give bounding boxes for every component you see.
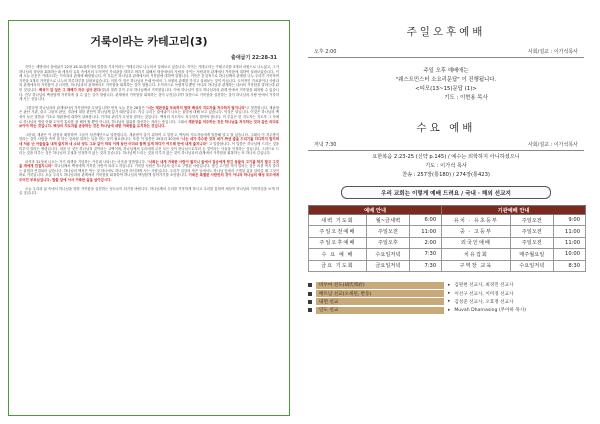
table-row (309, 249, 586, 260)
worship-day: 금요일저녁 (366, 260, 409, 271)
worship-name: 주일오후예배 (309, 237, 367, 248)
group-name: 치유집회 (442, 249, 511, 260)
list-item (308, 298, 586, 306)
group-name: 중 · 고등부 (442, 226, 511, 237)
sunday-pm-line: 주일 오후 예배에는 (423, 68, 469, 74)
sermon-text: 고 말씀합니다. 재판장은 판단 기관, 출고 그룹의 판단, 경과에 대한 판단이 하나님께 있기 때문입니다. 지금 우리는 출애굽기 나오는 율법에 대해 보고 있습니다. 이것은 말입니다. 이것은 하나님의 백성이 들은 말씀을 기초로 재판장에 대하여 살펴봅니다. 거기의 관리가 무엇을 말하는 것입니다. 백성의 지도자도 저주하지 말아야 합니다. 이 부분은 한 지도자는 지도자 그 자체로 하나님의 명령 아래 도덕적 통치를 잘 해야 할 뿐만 아니라, 하나님의 권위를 대신하는 자라는 뜻입니다. 그래서 (19, 105, 280, 124)
mission-label-bar (316, 298, 444, 305)
wednesday-meta (300, 141, 592, 148)
group-day: 주일오전 (510, 237, 553, 248)
mission-label: 비두마 선도(胡氏邦府) (319, 283, 365, 289)
group-name: 외국인예배 (442, 237, 511, 248)
table-row (309, 215, 586, 226)
sermon-panel (8, 20, 290, 416)
sermon-paragraph (19, 106, 279, 129)
worship-time: 2:00 (409, 237, 441, 248)
sermon-text: 그렇다면 하나님과의 관계에서의 거룩함이란 무엇입니까? 먼저 오늘 본문 28절은 (25, 105, 146, 110)
arrow-right-icon: ▸ (448, 291, 451, 297)
worship-name: 금요 기도회 (309, 260, 367, 271)
group-name: 유치 · 유초등부 (442, 215, 511, 226)
missionary-names: 김성준 선교사, 오효정 선교사 (454, 299, 514, 305)
group-time: 8:30 (553, 260, 585, 271)
mission-label: 배트남 선교(오세된, 반동) (319, 291, 372, 297)
table-row (309, 237, 586, 248)
worship-name: 수 요 예 배 (309, 249, 367, 260)
services-table (308, 205, 586, 272)
scripture-quote: "너는 네가 추수한 것과 네가 짜낸 즙을 드리기를 더디하지 말지며 네 처음 난 아들들을 내게 줄지며 네 소와 양도 그와 같이 하되 이레 동안 어미와 함께 있게 하다가 여드레 만에 내게 줄지니라" (19, 137, 279, 146)
square-bullet-icon (308, 300, 312, 304)
worship-name: 주일오전예배 (309, 226, 367, 237)
sunday-pm-host: 사회/설교 : 이가석목사 (527, 49, 578, 55)
divider (308, 150, 584, 151)
sunday-pm-line: "웨스트민스터 소요리문답" 이 진행됩니다. (395, 77, 497, 83)
list-item (308, 306, 586, 314)
wednesday-scripture: 요한복음 2:23-25 (신약 p.145) / 예수는 외학하지 아니하셨으니 (372, 154, 520, 160)
sermon-title: 거룩이라는 카테고리(3) (90, 35, 208, 48)
sunday-pm-meta (300, 48, 592, 55)
missionary-names: Muvah Dharnasing (무아하 목사) (454, 308, 527, 314)
sunday-pm-time: 오후 2:00 (314, 49, 337, 55)
mission-label-bar (316, 307, 444, 314)
scripture-quote: 거룩은 특별한 사람만의 것이 아니라 하나님의 백성 모두에게 주어진 부르심입니다. 말씀 앞에 서서 거룩한 삶을 살아갑시다. (19, 173, 279, 183)
worship-day: 월~금새벽 (366, 215, 409, 226)
wednesday-host: 사회/설교 : 이가석목사 (527, 142, 578, 148)
sermon-text: 고 말씀합니다. 이 말씀은 하나님께 드리는 것을 미루지 말라는 명령입니다. 처음 난 것은 하나님의 것이라는 고백이며, 하나님께서 우리에게 주신 모든 것이 하나님으로부터 온 것이라는 사실을 인정하는 것입니다. 그러므로 드리는 것을 미루는 것은 하나님의 주권을 인정하지 않는 것과 같습니다. 하나님께 드리는 것을 미루지 않는 것이 하나님과의 관계에서 거룩함을 회복하는 또 하나의 길입니다. (19, 141, 280, 156)
worship-time: 7:30 (409, 260, 441, 271)
mission-label: 내면 선교 (319, 299, 339, 305)
mission-label: 인도 선교 (319, 308, 339, 314)
sermon-paragraph (19, 133, 279, 156)
worship-time: 11:00 (409, 226, 441, 237)
arrow-right-icon: ▸ (448, 307, 451, 313)
sunday-pm-line: <티모(13~15)문답 (1)> (415, 86, 477, 92)
scripture-quote: "너는 재판장을 모독하지 말며 백성의 지도자를 저주하지 말지니라" (145, 105, 247, 110)
sunday-pm-title: 주일오후예배 (406, 26, 486, 38)
worship-day: 주일오전 (366, 226, 409, 237)
sermon-text: 오늘 우리의 삶 속에서 하나님을 향한 거룩함을 실천하는 성도들이 되기를 바랍니다. 하나님께서 우리를 거룩하게 하시고 우리를 통하여 세상이 하나님의 거룩하심을 보게 하실 것입니다. (19, 186, 279, 196)
worship-day: 수요일저녁 (366, 249, 409, 260)
group-name: 구역장 교육 (442, 260, 511, 271)
worship-day: 주일오후 (366, 237, 409, 248)
group-time: 10:00 (553, 249, 585, 260)
bulletin-panel (300, 20, 592, 416)
missionary-names: 김원현 선교사, 최경민 선교사 (454, 283, 514, 289)
sermon-paragraph (19, 160, 279, 183)
table-row (309, 260, 586, 271)
wednesday-hymns: 찬송 : 257장(통180) / 274장(통423) (402, 172, 490, 178)
sunday-pm-details (300, 67, 592, 103)
sermon-body (19, 65, 279, 196)
arrow-right-icon: ▸ (448, 299, 451, 305)
group-time: 11:00 (553, 226, 585, 237)
scripture-quote: 재판장을 저주하는 것은 하나님을 저주하는 것과 같은 의미로 보아야 하는 것입니다. 백성의 지도자를 존중하는 것은 하나님에 대한 거룩함을 유지하는 것입니다. (19, 119, 279, 129)
list-item (308, 289, 586, 297)
sunday-pm-line: 기도 : 이현용 목사 (444, 95, 488, 101)
wednesday-time: 저녁 7:30 (314, 142, 337, 148)
worship-time: 6:00 (409, 215, 441, 226)
square-bullet-icon (308, 283, 312, 287)
sermon-text: 마지막 31절에 나오는 거기 희생을 기념하는 가운데 나타나는 마음을 말씀합니다. (25, 159, 148, 164)
list-item (308, 281, 586, 289)
wednesday-title: 수요 예배 (416, 122, 476, 134)
group-day: 수요일저녁 (510, 260, 553, 271)
sermon-text: 하나님께서 백성에게 거룩한 사람이 되라고 하십니다. 거룩한 사람은 하나님의 것으로 구별된 사람입니다. 찢긴 고기를 먹지 말라는 것은 피를 먹지 말라는 율법과 연결되어 있습니다. 하나님의 백성은 먹는 것 하나에도 하나님을 의식하며 사는 사람입니다. 우리가 일상의 작은 일에서도 하나님 앞에서 구별된 삶을 살아갈 때 그것이 바로 거룩입니다. 오늘 우리도 하나님과의 관계에서 거룩함을 회복하여 하나님의 백성답게 살아가기를 소망합니다. (19, 164, 279, 178)
worship-header: 예배 안내 (309, 206, 442, 215)
square-bullet-icon (308, 292, 312, 296)
group-time: 11:00 (553, 237, 585, 248)
sermon-reference: 출애굽기 22:28-31 (230, 55, 277, 61)
mission-list (308, 281, 586, 315)
sermon-text: 그런데, 재판은 이 관점을 확장하여 그들이 성전제단으로 말씀합니다. 재판장이 출기 위하여 고 말씀고, 백성의 지도자들에게 말씀해 말고 잘 있습니다. 그래서 이 저주받지 말라는 것이 사람을 속여 잘 하는 것처럼 말하는 일을 하는 것이 필요합니다. 또한 이 말씀은 29절과 30절에 (19, 132, 279, 142)
services-banner: 우리 교회는 이렇게 예배 드려요 / 국내 · 해외 선교지 (341, 186, 551, 199)
mission-header: 기관예배 안내 (442, 206, 586, 215)
mission-label-bar (316, 290, 444, 297)
worship-name: 새벽 기도회 (309, 215, 367, 226)
group-time: 9:00 (553, 215, 585, 226)
wednesday-prayer: 기도 : 이가석 목사 (425, 163, 467, 169)
group-day: 주일오전 (510, 215, 553, 226)
divider (308, 57, 584, 58)
mission-label-bar (316, 282, 444, 289)
scripture-quote: 백성이 앞 일은 그 재해가 자주 심어 본다 (38, 87, 101, 92)
sermon-paragraph (19, 65, 279, 102)
square-bullet-icon (308, 308, 312, 312)
arrow-right-icon: ▸ (448, 282, 451, 288)
scripture-quote: "너희는 내게 거룩한 사람이 될지니 들에서 짐승에게 찢긴 동물의 고기를 먹지 말고 그것을 개에게 던질지니라" (19, 159, 279, 169)
sermon-text: 죽이는 계명에서 출애굽기 22장 16-31절까지의 말씀을 기록이라는 카테고리로 나누어서 살펴보고 있습니다. 죽이는 카테고리는 카테고리를 3개의 차원으로 나누었고, 그가 하나님의 형상을 회복하는데 세상의 유혹 속에서의 도덕적인 가치관을 말하고 버리기 위해서 세상에서의 사람을 죽이는 사람과의 관계에서 거룩함에 대하여 살펴보았습니다. 이제 오늘 본문은 카테고리는 거룩과의 관계에 해당합니다. 이 부분은 하나님과 관계에서의 거룩함에 대하여 말합니다. 거룩은 본질적으로 하나님께서 관계를 나누 우리가 거룩하여 거룩을 3개의 거룩함으로 나누어 하루하루를 살펴보았습니다. 이를 이 점은 하나님의 은혜 안에서 그 차원의 관계를 가지고 살펴보는 것이 아닙니다. 도덕적인 가치관이나 사람과의 관계에서의 거룩함이 무너지면, 하나님과의 관계에서도 거룩함을 회복하는 길이 열립니다. 도덕적으로 독립적일 뿐만 아니라 하나님과 관계하는 데서의 거룩함을 말하는데 관한 것입니다. (19, 65, 279, 92)
table-row (309, 226, 586, 237)
group-day: 매주월요일 (510, 249, 553, 260)
sermon-text: (말)과 말씀 같이 우리 하나님께서 거룩함입니다. 이에 하나님이 결국 하나님과의 관계 안에서 거룩함을 회복할 수 있습니다. 전부 하나님의 백성답게 거룩하게 살 수 있는 길이 열립니다. 관계에서 거룩함을 회복하는 것이 무엇입니까? 말씀으로 거룩함을 실천하는 것이 하나님의 사랑 안에서 거룩하게 사는 것입니다. (19, 87, 279, 102)
group-day: 주일오전 (510, 226, 553, 237)
worship-time: 7:30 (409, 249, 441, 260)
sermon-paragraph (19, 187, 279, 196)
missionary-names: 이선구 선교사, 이미경 선교사 (454, 291, 514, 297)
